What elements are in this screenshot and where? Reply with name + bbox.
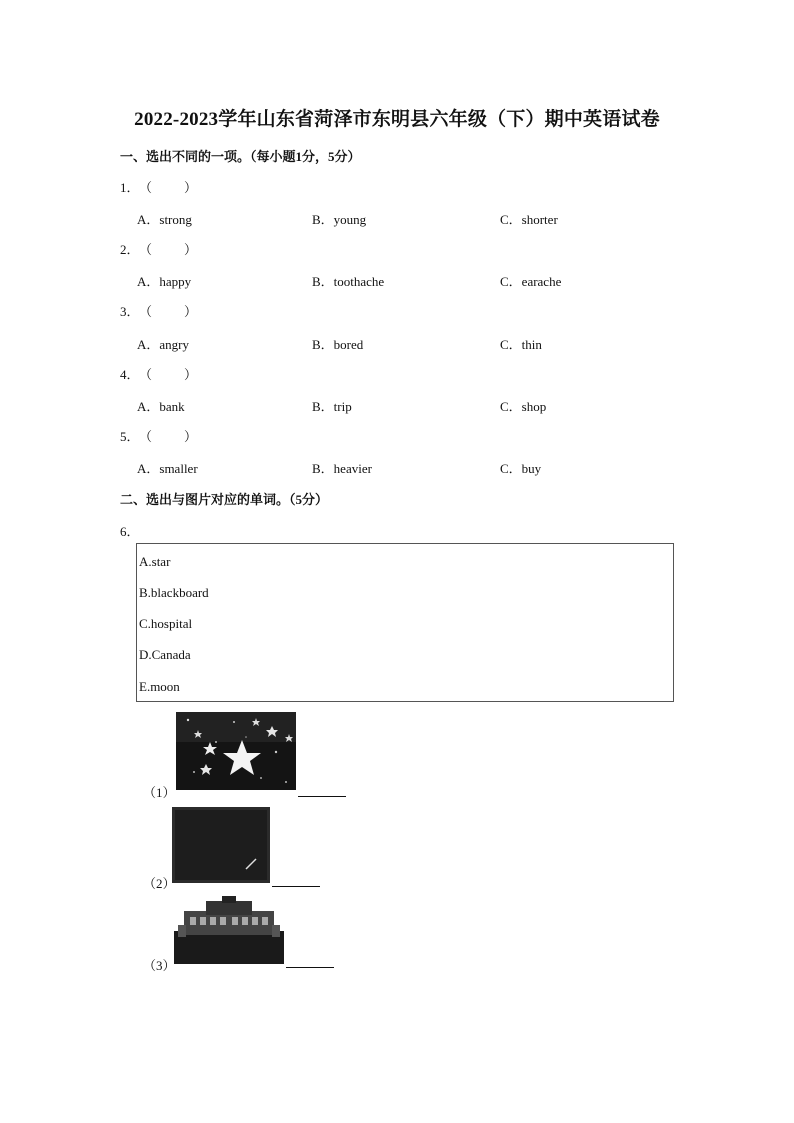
- word-option-e: E.moon: [139, 679, 180, 694]
- q1-option-c[interactable]: C．shorter: [500, 212, 558, 227]
- stars-picture: [176, 712, 296, 790]
- question-number: 4．: [120, 367, 140, 382]
- hospital-picture: [174, 895, 284, 964]
- section-2-heading: 二、选出与图片对应的单词。（5分）: [120, 492, 329, 507]
- word-option-c: C.hospital: [139, 616, 193, 631]
- question-number: 2．: [120, 242, 140, 257]
- question-4: [120, 364, 199, 383]
- blackboard-picture: [172, 807, 270, 883]
- q4-option-b[interactable]: B．trip: [312, 399, 352, 414]
- stars-picture-svg: [176, 712, 296, 790]
- question-number: 1．: [120, 180, 140, 195]
- q1-option-a[interactable]: A．strong: [137, 212, 192, 227]
- question-2: [120, 239, 199, 258]
- picture-3-label: （3）: [143, 958, 176, 973]
- q5-option-b[interactable]: B．heavier: [312, 461, 372, 476]
- q3-option-c[interactable]: C．thin: [500, 337, 542, 352]
- q5-option-a[interactable]: A．smaller: [137, 461, 198, 476]
- q2-option-b[interactable]: B．toothache: [312, 274, 385, 289]
- answer-paren[interactable]: （ ）: [145, 429, 200, 444]
- question-5: [120, 426, 199, 445]
- picture-3-answer-blank[interactable]: [286, 967, 334, 968]
- picture-2-label: （2）: [143, 876, 176, 891]
- picture-2-answer-blank[interactable]: [272, 886, 320, 887]
- answer-paren[interactable]: （ ）: [145, 242, 200, 257]
- picture-1-answer-blank[interactable]: [298, 796, 346, 797]
- question-3: [120, 301, 199, 320]
- question-number: 3．: [120, 304, 140, 319]
- picture-1-label: （1）: [143, 785, 176, 800]
- q1-option-b[interactable]: B．young: [312, 212, 367, 227]
- q2-option-a[interactable]: A．happy: [137, 274, 192, 289]
- hospital-picture-svg: [174, 895, 284, 964]
- word-option-d: D.Canada: [139, 647, 191, 662]
- q4-option-c[interactable]: C．shop: [500, 399, 547, 414]
- question-number: 5．: [120, 429, 140, 444]
- q5-option-c[interactable]: C．buy: [500, 461, 542, 476]
- answer-paren[interactable]: （ ）: [145, 180, 200, 195]
- blackboard-picture-svg: [172, 807, 270, 883]
- section-1-heading: 一、选出不同的一项。（每小题1分，5分）: [120, 149, 361, 164]
- q4-option-a[interactable]: A．bank: [137, 399, 185, 414]
- word-option-b: B.blackboard: [139, 585, 209, 600]
- q3-option-b[interactable]: B．bored: [312, 337, 364, 352]
- answer-paren[interactable]: （ ）: [145, 304, 200, 319]
- word-option-a: A.star: [139, 554, 171, 569]
- question-6-number: 6．: [120, 524, 140, 539]
- q2-option-c[interactable]: C．earache: [500, 274, 562, 289]
- word-box: [136, 543, 674, 702]
- answer-paren[interactable]: （ ）: [145, 367, 200, 382]
- page-title: 2022-2023学年山东省菏泽市东明县六年级（下）期中英语试卷: [134, 109, 660, 130]
- q3-option-a[interactable]: A．angry: [137, 337, 189, 352]
- question-1: [120, 177, 199, 196]
